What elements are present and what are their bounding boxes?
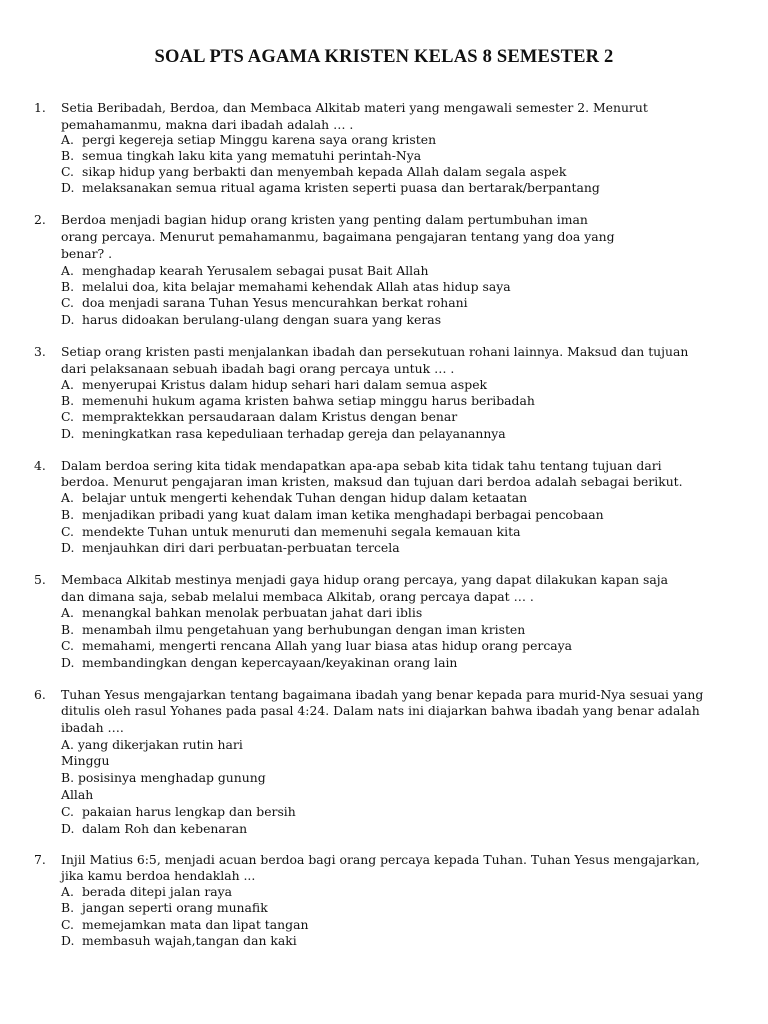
option-letter: C. — [61, 295, 74, 310]
option-letter: B. — [61, 900, 75, 915]
answer-option-d — [61, 655, 457, 671]
question-number: 5. — [34, 572, 46, 587]
option-text: dalam Roh dan kebenaran — [82, 821, 248, 836]
answer-option-a — [61, 263, 429, 279]
option-letter: D. — [61, 312, 75, 327]
option-letter: B. — [61, 279, 75, 294]
option-letter: D. — [61, 821, 75, 836]
option-letter: D. — [61, 655, 75, 670]
option-text: memenuhi hukum agama kristen bahwa setiap minggu harus beribadah — [82, 393, 535, 408]
option-text: meningkatkan rasa kepeduliaan terhadap gereja dan pelayanannya — [82, 426, 506, 441]
answer-option-d — [61, 540, 400, 556]
option-letter: D. — [61, 933, 75, 948]
question-text-line: Tuhan Yesus mengajarkan tentang bagaimana ibadah yang benar kepada para murid-Nya sesuai yang — [61, 687, 704, 702]
option-letter: C. — [61, 804, 74, 819]
option-text: menyerupai Kristus dalam hidup sehari hari dalam semua aspek — [82, 377, 488, 392]
option-letter: C. — [61, 409, 74, 424]
option-letter: A. — [61, 884, 74, 899]
option-text: menjauhkan diri dari perbuatan-perbuatan tercela — [82, 540, 400, 555]
question-number: 6. — [34, 687, 46, 702]
question-text-line: Setia Beribadah, Berdoa, dan Membaca Alkitab materi yang mengawali semester 2. Menurut — [61, 100, 648, 115]
answer-option-b — [61, 622, 525, 638]
option-text: menangkal bahkan menolak perbuatan jahat dari iblis — [82, 605, 423, 620]
answer-option-b — [61, 393, 535, 409]
option-letter: B. — [61, 622, 75, 637]
answer-option-d — [61, 933, 297, 949]
option-letter: D. — [61, 180, 75, 195]
option-text: pakaian harus lengkap dan bersih — [82, 804, 296, 819]
option-letter: D. — [61, 540, 75, 555]
question-text-line: orang percaya. Menurut pemahamanmu, bagaimana pengajaran tentang yang doa yang — [61, 229, 615, 244]
answer-option-c — [61, 638, 572, 654]
question-text-line: benar? . — [61, 246, 113, 261]
answer-option-d — [61, 821, 247, 837]
option-text: harus didoakan berulang-ulang dengan suara yang keras — [82, 312, 442, 327]
answer-option-d — [61, 426, 506, 442]
answer-option-b — [61, 507, 604, 523]
answer-option-a — [61, 490, 527, 506]
answer-option-c — [61, 295, 468, 311]
option-letter: A. — [61, 263, 74, 278]
option-text: doa menjadi sarana Tuhan Yesus mencurahkan berkat rohani — [82, 295, 468, 310]
option-letter: A. — [61, 377, 74, 392]
question-number: 4. — [34, 458, 46, 473]
question-text-line: ditulis oleh rasul Yohanes pada pasal 4:24. Dalam nats ini diajarkan bahwa ibadah yang benar adalah — [61, 703, 700, 718]
answer-option-b — [61, 148, 421, 164]
option-text: menghadap kearah Yerusalem sebagai pusat Bait Allah — [82, 263, 429, 278]
option-text: melalui doa, kita belajar memahami kehendak Allah atas hidup saya — [82, 279, 511, 294]
question-text-line: Membaca Alkitab mestinya menjadi gaya hidup orang percaya, yang dapat dilakukan kapan saja — [61, 572, 669, 587]
question-number: 2. — [34, 212, 46, 227]
option-text: memahami, mengerti rencana Allah yang luar biasa atas hidup orang percaya — [82, 638, 573, 653]
answer-option-c — [61, 804, 296, 820]
question-text-line: berdoa. Menurut pengajaran iman kristen, maksud dan tujuan dari berdoa adalah sebagai berikut. — [61, 474, 683, 489]
answer-option-b-continued: Allah — [61, 787, 94, 802]
answer-option-b: B. posisinya menghadap gunung — [61, 770, 266, 785]
answer-option-c — [61, 409, 457, 425]
option-text: pergi kegereja setiap Minggu karena saya orang kristen — [82, 132, 437, 147]
option-letter: B. — [61, 393, 75, 408]
question-text-line: jika kamu berdoa hendaklah ... — [61, 868, 256, 883]
answer-option-a — [61, 605, 422, 621]
answer-option-a — [61, 132, 436, 148]
answer-option-c — [61, 164, 566, 180]
option-letter: C. — [61, 164, 74, 179]
option-letter: C. — [61, 638, 74, 653]
answer-option-d — [61, 180, 600, 196]
option-text: belajar untuk mengerti kehendak Tuhan dengan hidup dalam ketaatan — [82, 490, 528, 505]
answer-option-d — [61, 312, 441, 328]
answer-option-c — [61, 917, 308, 933]
page-title: SOAL PTS AGAMA KRISTEN KELAS 8 SEMESTER 2 — [154, 47, 614, 67]
option-letter: B. — [61, 507, 75, 522]
option-text: berada ditepi jalan raya — [82, 884, 233, 899]
option-letter: D. — [61, 426, 75, 441]
question-number: 3. — [34, 344, 46, 359]
question-text-line: Berdoa menjadi bagian hidup orang kristen yang penting dalam pertumbuhan iman — [61, 212, 588, 227]
option-letter: A. — [61, 605, 74, 620]
answer-option-c — [61, 524, 520, 540]
question-text-line: pemahamanmu, makna dari ibadah adalah … . — [61, 117, 354, 132]
option-text: menambah ilmu pengetahuan yang berhubungan dengan iman kristen — [82, 622, 526, 637]
option-letter: C. — [61, 917, 74, 932]
option-letter: A. — [61, 490, 74, 505]
option-text: jangan seperti orang munafik — [82, 900, 268, 915]
option-text: menjadikan pribadi yang kuat dalam iman ketika menghadapi berbagai pencobaan — [82, 507, 604, 522]
option-text: sikap hidup yang berbakti dan menyembah kepada Allah dalam segala aspek — [82, 164, 567, 179]
answer-option-a-continued: Minggu — [61, 753, 110, 768]
option-letter: C. — [61, 524, 74, 539]
question-text-line: Injil Matius 6:5, menjadi acuan berdoa bagi orang percaya kepada Tuhan. Tuhan Yesus mengajarkan, — [61, 852, 700, 867]
answer-option-b — [61, 900, 268, 916]
option-text: melaksanakan semua ritual agama kristen seperti puasa dan bertarak/berpantang — [82, 180, 600, 195]
question-text-line: Setiap orang kristen pasti menjalankan ibadah dan persekutuan rohani lainnya. Maksud dan tujuan — [61, 344, 689, 359]
option-letter: B. — [61, 148, 75, 163]
option-text: membandingkan dengan kepercayaan/keyakinan orang lain — [82, 655, 458, 670]
question-text-line: Dalam berdoa sering kita tidak mendapatkan apa-apa sebab kita tidak tahu tentang tujuan dari — [61, 458, 662, 473]
question-text-line: dan dimana saja, sebab melalui membaca Alkitab, orang percaya dapat … . — [61, 589, 534, 604]
option-letter: A. — [61, 132, 74, 147]
answer-option-b — [61, 279, 511, 295]
option-text: memejamkan mata dan lipat tangan — [82, 917, 309, 932]
answer-option-a: A. yang dikerjakan rutin hari — [61, 737, 243, 752]
answer-option-a — [61, 377, 487, 393]
question-number: 7. — [34, 852, 46, 867]
question-text-line: dari pelaksanaan sebuah ibadah bagi orang percaya untuk … . — [61, 361, 455, 376]
question-number: 1. — [34, 100, 46, 115]
option-text: membasuh wajah,tangan dan kaki — [82, 933, 297, 948]
option-text: mendekte Tuhan untuk menuruti dan memenuhi segala kemauan kita — [82, 524, 521, 539]
option-text: mempraktekkan persaudaraan dalam Kristus dengan benar — [82, 409, 458, 424]
answer-option-a — [61, 884, 232, 900]
option-text: semua tingkah laku kita yang mematuhi perintah-Nya — [82, 148, 422, 163]
question-text-line: ibadah …. — [61, 720, 124, 735]
